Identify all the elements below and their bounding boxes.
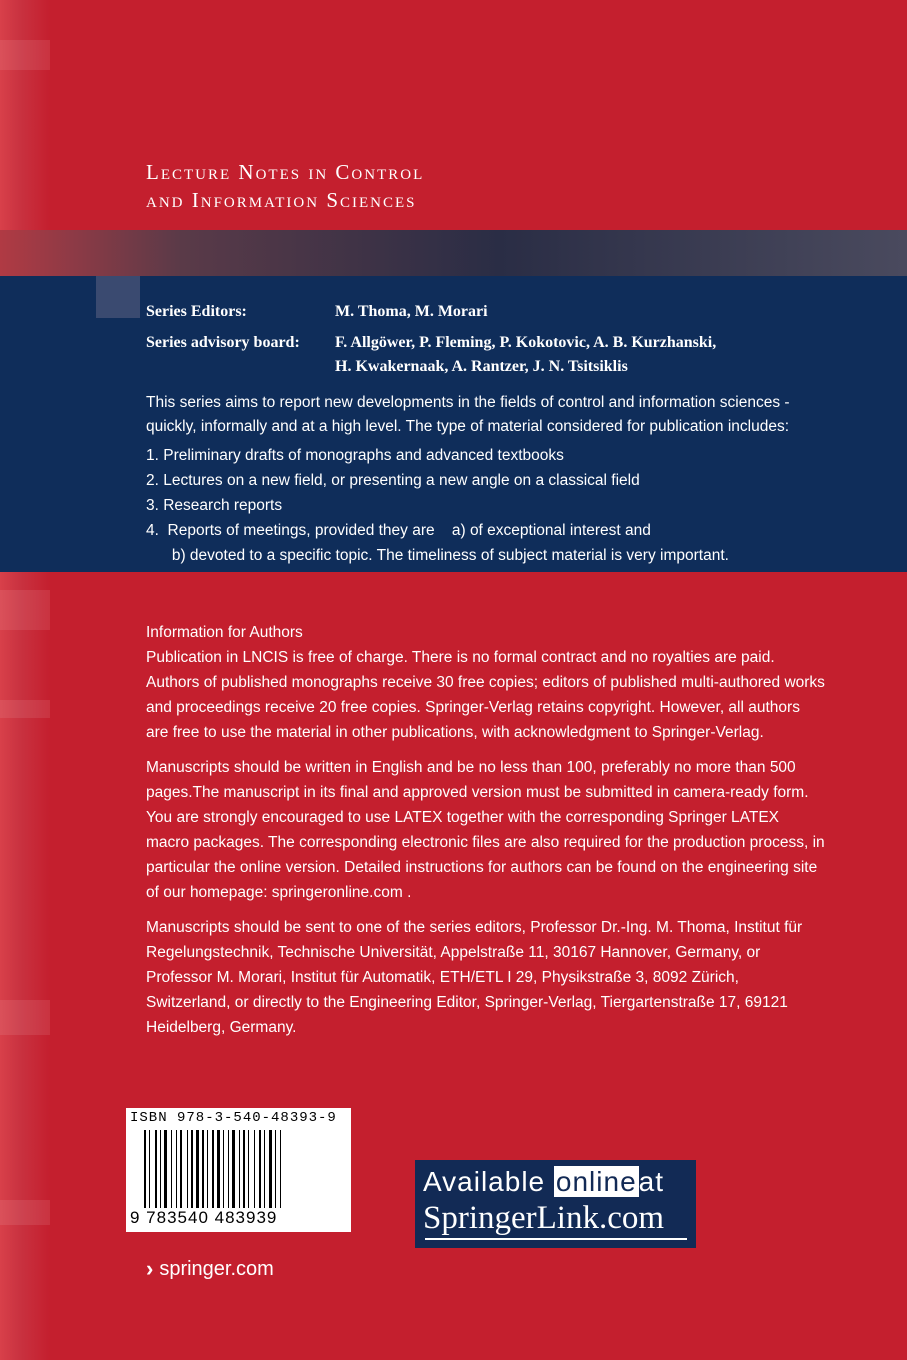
info-paragraph-1: Publication in LNCIS is free of charge. There is no formal contract and no royalties are paid. Authors of published monographs receive 30 free copies; editors of published multi-authored works and proceedings receive 20 free copies. Springer-Verlag retains copyright. However, all authors are free to use the material in other publications, with acknowledgment to Springer-Verlag. [146, 649, 825, 741]
barcode-bar [248, 1130, 249, 1208]
barcode-bars [144, 1130, 349, 1208]
series-description [146, 391, 826, 439]
isbn-barcode [126, 1108, 351, 1232]
springer-link-text: springer.com [159, 1257, 274, 1280]
info-paragraph-3: Manuscripts should be sent to one of the series editors, Professor Dr.-Ing. M. Thoma, Institut für Regelungstechnik, Technische Universität, Appelstraße 11, 30167 Hannover, Germany, or Professor M. Morari, Institut für Automatik, ETH/ETL I 29, Physikstraße 3, 8092 Zürich, Switzerland, or directly to the Engineering Editor, Springer-Verlag, Tiergartenstraße 17, 69121 Heidelberg, Germany. [146, 919, 803, 1036]
barcode-bar [180, 1130, 182, 1208]
barcode-bar [196, 1130, 199, 1208]
list-item: 4. Reports of meetings, provided they are a) of exceptional interest and [146, 522, 651, 539]
barcode-bar [155, 1130, 157, 1208]
barcode-bar [243, 1130, 245, 1208]
barcode-bar [232, 1130, 235, 1208]
info-paragraph-2: Manuscripts should be written in English and be no less than 100, preferably no more than 500 pages.The manuscript in its final and approved version must be submitted in camera-ready form. You are strongly encouraged to use LATEX together with the corresponding Springer LATEX macro packages. The corresponding electronic files are also required for the production process, in particular the online version. Detailed instructions for authors can be found on the engineering site of our homepage: springeronline.com . [146, 759, 825, 901]
barcode-bar [202, 1130, 204, 1208]
barcode-bar [144, 1130, 146, 1208]
barcode-bar [191, 1130, 193, 1208]
material-list [146, 443, 846, 568]
springer-link[interactable] [146, 1256, 274, 1282]
at-text: at [638, 1166, 664, 1197]
series-editors-value: M. Thoma, M. Morari [335, 303, 488, 320]
barcode-bar [160, 1130, 161, 1208]
info-heading: Information for Authors [146, 624, 303, 641]
barcode-bar [280, 1130, 281, 1208]
decorative-stripe [0, 230, 907, 276]
barcode-bar [187, 1130, 188, 1208]
barcode-bar [217, 1130, 220, 1208]
barcode-bar [269, 1130, 272, 1208]
springerlink-text: SpringerLink.com [423, 1200, 665, 1236]
online-text: online [555, 1166, 637, 1197]
badge-underline [425, 1238, 687, 1240]
barcode-bar [176, 1130, 177, 1208]
barcode-bar [149, 1130, 150, 1208]
spine-texture [0, 0, 50, 1360]
barcode-bar [207, 1130, 208, 1208]
decorative-square [96, 276, 140, 318]
barcode-bar [171, 1130, 172, 1208]
barcode-bar [264, 1130, 265, 1208]
barcode-bar [164, 1130, 167, 1208]
barcode-bar [212, 1130, 214, 1208]
information-for-authors [146, 620, 826, 1050]
list-item: 2. Lectures on a new field, or presenting a new angle on a classical field [146, 472, 640, 489]
series-title-line2: and Information Sciences [146, 188, 417, 212]
series-title-line1: Lecture Notes in Control [146, 160, 425, 184]
barcode-bar [223, 1130, 224, 1208]
ean-digits: 9 783540 483939 [130, 1208, 278, 1227]
advisory-board-label: Series advisory board: [146, 334, 300, 351]
intro-line-2: quickly, informally and at a high level. The type of material considered for publication includes: [146, 418, 790, 435]
barcode-bar [254, 1130, 255, 1208]
barcode-bar [275, 1130, 276, 1208]
barcode-bar [228, 1130, 229, 1208]
available-online-line [423, 1166, 664, 1198]
list-item: 1. Preliminary drafts of monographs and advanced textbooks [146, 447, 564, 464]
intro-line-1: This series aims to report new developments in the fields of control and information sciences - [146, 394, 790, 411]
list-item: 3. Research reports [146, 497, 283, 514]
list-item: b) devoted to a specific topic. The timeliness of subject material is very important. [146, 547, 729, 564]
series-title [146, 158, 424, 214]
isbn-text: ISBN 978-3-540-48393-9 [130, 1110, 337, 1126]
chevron-right-icon: › [146, 1256, 154, 1281]
available-text: Available [423, 1166, 554, 1197]
barcode-bar [259, 1130, 261, 1208]
series-editors-label: Series Editors: [146, 303, 247, 320]
springerlink-badge[interactable] [415, 1160, 696, 1248]
advisory-board-value-2: H. Kwakernaak, A. Rantzer, J. N. Tsitsiklis [335, 358, 628, 375]
advisory-board-value-1: F. Allgöwer, P. Fleming, P. Kokotovic, A. B. Kurzhanski, [335, 334, 717, 351]
barcode-bar [239, 1130, 240, 1208]
